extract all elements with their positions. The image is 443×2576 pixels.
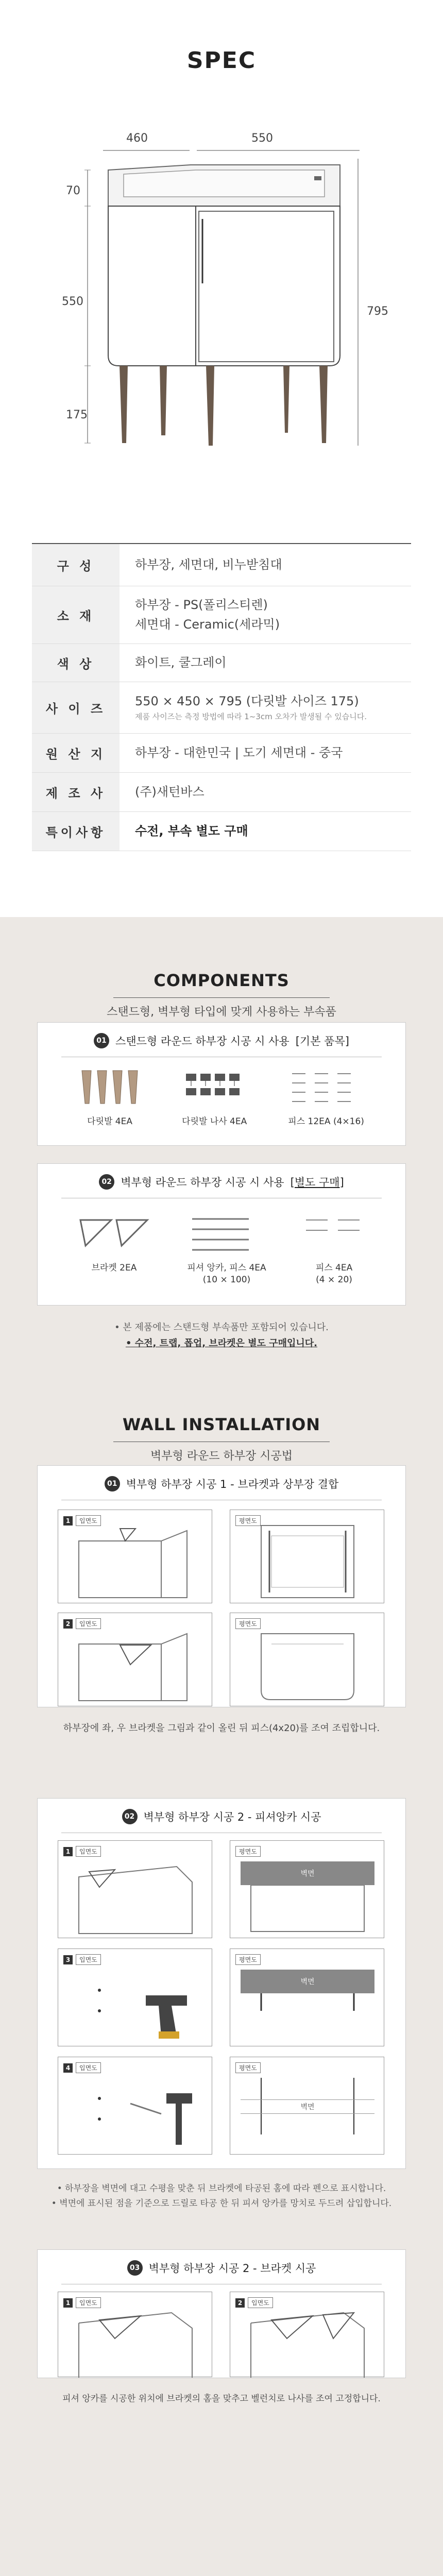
step-tag-number: 1 [63,2298,73,2308]
step-tag [235,2062,261,2073]
dim-body-height: 550 [62,295,83,308]
spec-key: 제 조 사 [32,773,120,811]
step-tag [235,1846,261,1857]
parts-row [38,1057,405,1128]
step1-elevation-1 [58,1510,212,1603]
spec-key: 원 산 지 [32,734,120,772]
part-caption: 브라켓 2EA [91,1263,137,1273]
card-heading-text: 벽부형 하부장 시공 2 - 피셔앙카 시공 [143,1811,321,1823]
spec-value-line: 세면대 - Ceramic(세라믹) [135,617,280,632]
spec-value: 하부장, 세면대, 비누받침대 [135,557,282,572]
components-header [0,971,443,1019]
spec-row-material [32,586,411,644]
spec-note: 제품 사이즈는 측정 방법에 따라 1~3cm 오차가 발생될 수 있습니다. [135,712,367,722]
parts-row [38,1198,405,1286]
spec-key: 구 성 [32,544,120,586]
step2-plan-4 [230,2057,384,2155]
step-tag-number: 3 [63,1955,73,1964]
step-tag-label: 입면도 [76,2062,101,2073]
step-tag-label: 평면도 [235,2062,261,2073]
step-tag-label: 입면도 [76,1618,101,1629]
step-tag [63,1846,101,1857]
card-heading [38,1799,405,1833]
card-heading [38,1466,405,1500]
step2-plan-1 [230,1840,384,1938]
card-heading-text: 스탠드형 라운드 하부장 시공 시 사용 [115,1035,289,1047]
dim-leg-height: 175 [66,409,88,421]
step-tag-label: 입면도 [76,1954,101,1965]
card-heading-tag: [별도 구매] [290,1176,344,1189]
spec-row-manufacturer [32,773,411,812]
card-heading-text: 벽부형 하부장 시공 2 - 브라켓 시공 [148,2262,316,2275]
spec-row-notes [32,812,411,851]
step1-plan-1 [230,1510,384,1603]
note-line-emphasis: • 수전, 트랩, 폽업, 브라켓은 별도 구매입니다. [125,1337,318,1349]
spec-key: 사 이 즈 [32,682,120,733]
wall-header [0,1415,443,1463]
step-number-badge: 03 [127,2260,143,2276]
step-tag-label: 평면도 [235,1846,261,1857]
step1-elevation-2 [58,1613,212,1706]
step-tag [63,1618,101,1629]
wall-label: 벽면 [241,1861,374,1885]
part-caption [187,1262,266,1286]
card-heading-tag: [기본 품목] [295,1035,349,1047]
wall-title: WALL INSTALLATION [122,1415,321,1434]
part-caption-line: 피셔 앙카, 피스 4EA [187,1263,266,1273]
screws-icon [288,1069,360,1110]
spec-row-composition [32,544,411,586]
spec-row-size [32,682,411,734]
part-leg-screws [182,1069,247,1128]
spec-value: 수전, 부속 별도 구매 [135,823,248,838]
dim-total-height: 795 [367,305,388,318]
screws-icon [301,1210,368,1256]
components-card-standing [37,1022,406,1146]
step-number-badge: 02 [99,1174,114,1190]
step-tag-label: 입면도 [76,1515,101,1526]
card-heading [38,2250,405,2284]
components-card-wall [37,1163,406,1306]
step-tag [63,2297,101,2308]
anchor-icon [187,1210,254,1256]
part-caption [301,1262,368,1286]
card-heading [38,1164,405,1198]
components-and-installation [0,917,443,2576]
step2-plan-3 [230,1948,384,2046]
dim-width: 550 [251,132,273,145]
part-anchors [187,1210,266,1286]
spec-row-origin [32,734,411,773]
step-tag-label: 입면도 [248,2297,273,2308]
card-heading-text: 벽부형 하부장 시공 1 - 브라켓과 상부장 결합 [126,1478,339,1490]
step-number-badge: 02 [122,1809,138,1824]
step2-elevation-3 [58,1948,212,2046]
spec-key: 소 재 [32,586,120,643]
part-legs [79,1069,141,1128]
step-tag [63,1954,101,1965]
wall-label: 벽면 [241,2099,374,2114]
step1-description: 하부장에 좌, 우 브라켓을 그림과 같이 올린 뒤 피스(4x20)를 조여 조립합니다. [63,1723,380,1734]
step-tag [235,1618,261,1629]
bracket-icon [75,1210,152,1256]
components-subtitle: 스탠드형, 벽부형 타입에 맞게 사용하는 부속품 [107,1006,336,1019]
part-screws-4 [301,1210,368,1286]
step-tag [235,1954,261,1965]
spec-value-line: 하부장 - PS(폴리스티렌) [135,598,268,613]
step1-plan-2 [230,1613,384,1706]
part-brackets [75,1210,152,1286]
step-tag-number: 2 [235,2298,245,2308]
step-tag-label: 평면도 [235,1515,261,1526]
spec-key: 특이사항 [32,812,120,851]
step-tag [63,1515,101,1526]
step3-description: 피셔 앙카를 시공한 위치에 브라켓의 홈을 맞추고 벨런치로 나사를 조여 고정합니다. [62,2394,381,2404]
step-tag [235,1515,261,1526]
desc-line: • 하부장을 벽면에 대고 수평을 맞춘 뒤 브라켓에 타공된 홈에 따라 펜으로 표시합니다. [57,2183,386,2194]
step-tag-label: 평면도 [235,1618,261,1629]
spec-value [120,586,411,643]
part-caption: 다릿발 나사 4EA [182,1116,247,1127]
step-tag-label: 입면도 [76,1846,101,1857]
step-tag-number: 2 [63,1619,73,1629]
components-title: COMPONENTS [154,971,289,990]
step2-elevation-4 [58,2057,212,2155]
spec-value-line: 550 × 450 × 795 (다릿발 사이즈 175) [135,694,359,709]
part-caption-line: 피스 4EA [315,1263,353,1273]
spec-value: (주)새턴바스 [135,784,205,799]
step3-elevation-2 [230,2292,384,2377]
part-screws-12 [288,1069,364,1128]
spec-table [32,543,411,851]
card-heading-text: 벽부형 라운드 하부장 시공 시 사용 [121,1176,284,1189]
components-notes [0,1320,443,1351]
dim-top-height: 70 [66,184,80,197]
step-number-badge: 01 [94,1033,109,1048]
wall-label: 벽면 [241,1970,374,1993]
spec-value: 하부장 - 대한민국 | 도기 세면대 - 중국 [135,745,343,760]
note-line: • 본 제품에는 스탠드형 부속품만 포함되어 있습니다. [114,1322,329,1333]
spec-row-color [32,644,411,682]
step3-elevation-1 [58,2292,212,2377]
part-caption: 다릿발 4EA [87,1116,132,1127]
part-caption-line: (4 × 20) [316,1274,352,1285]
spec-section [0,0,443,917]
step2-description [0,2181,443,2211]
step-tag [63,2062,101,2073]
spec-key: 색 상 [32,644,120,682]
step-tag [235,2297,273,2308]
cabinet-illustration [77,129,366,469]
legs-icon [79,1069,141,1110]
step2-elevation-1 [58,1840,212,1938]
step-tag-number: 4 [63,2063,73,2073]
desc-line: • 벽면에 표시된 점을 기준으로 드릴로 타공 한 뒤 피셔 앙카를 망치로 두드려 삽입합니다. [51,2198,392,2209]
spec-value [120,682,411,733]
part-caption: 피스 12EA (4×16) [288,1116,364,1127]
card-heading [38,1023,405,1057]
dim-depth: 460 [126,132,148,145]
step-tag-label: 평면도 [235,1954,261,1965]
step-tag-label: 입면도 [76,2297,101,2308]
wall-subtitle: 벽부형 라운드 하부장 시공법 [150,1450,293,1463]
part-caption-line: (10 × 100) [202,1274,251,1285]
step-number-badge: 01 [105,1476,120,1492]
spec-title: SPEC [186,47,257,74]
step-tag-number: 1 [63,1516,73,1526]
spec-value: 화이트, 쿨그레이 [135,655,227,670]
leg-screws-icon [182,1069,244,1110]
title-divider [113,997,330,998]
step-tag-number: 1 [63,1847,73,1856]
